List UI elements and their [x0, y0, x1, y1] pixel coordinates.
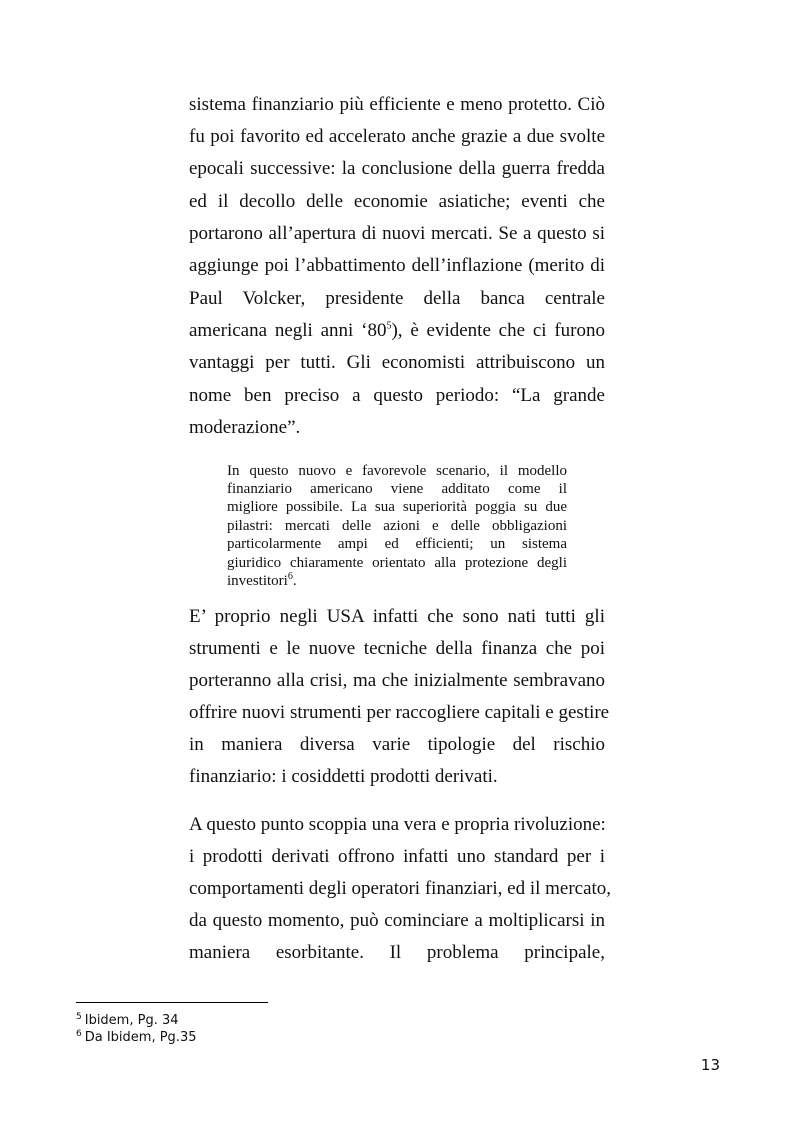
text-segment: .	[292, 573, 297, 589]
footnote-5	[76, 1012, 179, 1029]
text-segment: investitori	[227, 573, 288, 589]
text-line: strumenti e le nuove tecniche della finanza che poi	[189, 638, 605, 659]
text-line: da questo momento, può cominciare a moltiplicarsi in	[189, 910, 605, 931]
text-line: Paul Volcker, presidente della banca centrale	[189, 288, 605, 309]
quote-line: particolarmente ampi ed efficienti; un sistema	[227, 536, 567, 552]
text-line: maniera esorbitante. Il problema principale,	[189, 942, 605, 963]
footnote-mark: 5	[76, 1011, 82, 1022]
quote-line: pilastri: mercati delle azioni e delle obbligazioni	[227, 518, 567, 534]
quote-line: migliore possibile. La sua superiorità poggia su due	[227, 499, 567, 515]
quote-line: In questo nuovo e favorevole scenario, il modello	[227, 463, 567, 479]
text-line: vantaggi per tutti. Gli economisti attribuiscono un	[189, 352, 605, 373]
text-line: aggiunge poi l’abbattimento dell’inflazione (merito di	[189, 255, 605, 276]
quote-line: giuridico chiaramente orientato alla protezione degli	[227, 555, 567, 571]
text-line: E’ proprio negli USA infatti che sono nati tutti gli	[189, 606, 605, 627]
text-line-with-footnote-ref	[189, 319, 605, 343]
quote-line-with-footnote-ref	[227, 573, 567, 590]
text-line: epocali successive: la conclusione della guerra fredda	[189, 158, 605, 179]
footnote-separator	[76, 1002, 268, 1003]
quote-line: finanziario americano viene additato come il	[227, 481, 567, 497]
text-segment: americana negli anni ‘80	[189, 320, 387, 341]
footnote-ref-6[interactable]: 6	[287, 571, 293, 582]
footnote-mark: 6	[76, 1028, 82, 1039]
text-line: moderazione”.	[189, 417, 301, 438]
text-line: portarono all’apertura di nuovi mercati. Se a questo si	[189, 223, 605, 244]
text-line: comportamenti degli operatori finanziari, ed il mercato,	[189, 878, 612, 899]
text-line: i prodotti derivati offrono infatti uno standard per i	[189, 846, 605, 867]
text-line: fu poi favorito ed accelerato anche grazie a due svolte	[189, 126, 605, 147]
text-line: sistema finanziario più efficiente e meno protetto. Ciò	[189, 94, 605, 115]
footnote-text: Da Ibidem, Pg.35	[84, 1030, 197, 1045]
text-line: nome ben preciso a questo periodo: “La grande	[189, 385, 605, 406]
footnote-text: Ibidem, Pg. 34	[84, 1013, 179, 1028]
text-line: offrire nuovi strumenti per raccogliere capitali e gestire	[189, 702, 610, 723]
text-line: in maniera diversa varie tipologie del rischio	[189, 734, 605, 755]
footnote-ref-5[interactable]: 5	[386, 320, 392, 332]
page-number: 13	[700, 1056, 720, 1074]
text-line: A questo punto scoppia una vera e propria rivoluzione:	[189, 814, 606, 835]
text-segment: ), è evidente che ci furono	[391, 320, 605, 341]
text-line: ed il decollo delle economie asiatiche; eventi che	[189, 191, 605, 212]
footnote-6	[76, 1029, 197, 1046]
text-line: porteranno alla crisi, ma che inizialmente sembravano	[189, 670, 605, 691]
text-line: finanziario: i cosiddetti prodotti derivati.	[189, 766, 498, 787]
